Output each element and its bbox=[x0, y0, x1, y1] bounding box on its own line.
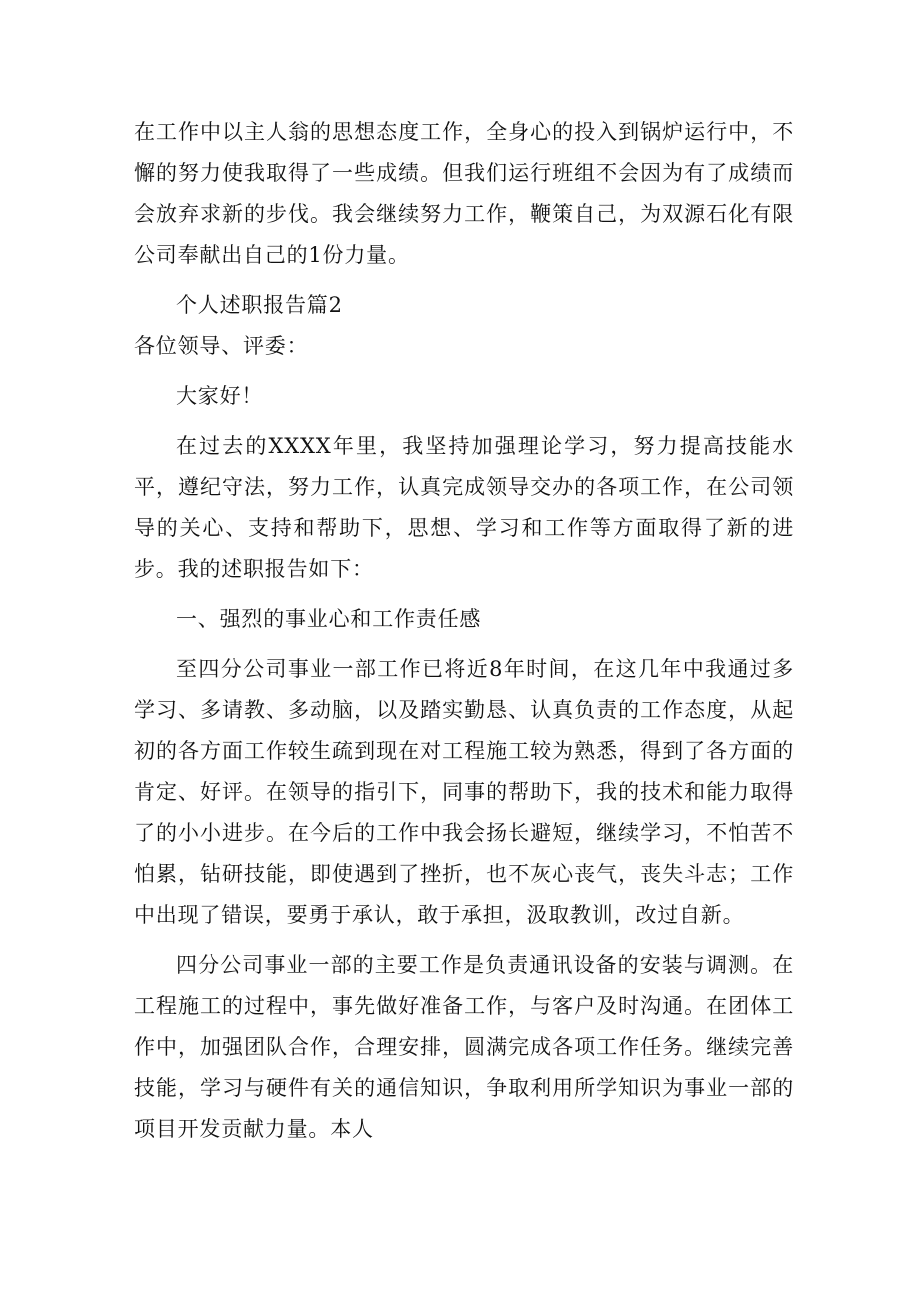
paragraph-1: 在工作中以主人翁的思想态度工作，全身心的投入到锅炉运行中，不懈的努力使我取得了一些成绩。但我们运行班组不会因为有了成绩而会放弃求新的步伐。我会继续努力工作，鞭策自己，为双源石化有限公司奉献出自己的1份力量。 bbox=[134, 120, 794, 267]
salutation: 各位领导、评委： bbox=[134, 334, 309, 358]
paragraph-intro: 在过去的XXXX年里，我坚持加强理论学习，努力提高技能水平，遵纪守法，努力工作，认真完成领导交办的各项工作，在公司领导的关心、支持和帮助下，思想、学习和工作等方面取得了新的进步。我的述职报告如下： bbox=[134, 434, 794, 581]
paragraph-3: 四分公司事业一部的主要工作是负责通讯设备的安装与调测。在工程施工的过程中，事先做好准备工作，与客户及时沟通。在团体工作中，加强团队合作，合理安排，圆满完成各项工作任务。继续完善技能，学习与硬件有关的通信知识，争取利用所学知识为事业一部的项目开发贡献力量。本人 bbox=[134, 953, 794, 1141]
document-body bbox=[134, 112, 794, 1150]
greeting: 大家好！ bbox=[176, 384, 264, 408]
section-title: 个人述职报告篇2 bbox=[176, 293, 343, 317]
paragraph-2: 至四分公司事业一部工作已将近8年时间，在这几年中我通过多学习、多请教、多动脑，以及踏实勤恳、认真负责的工作态度，从起初的各方面工作较生疏到现在对工程施工较为熟悉，得到了各方面的肯定、好评。在领导的指引下，同事的帮助下，我的技术和能力取得了的小小进步。在今后的工作中我会扬长避短，继续学习，不怕苦不怕累，钻研技能，即使遇到了挫折，也不灰心丧气，丧失斗志；工作中出现了错误，要勇于承认，敢于承担，汲取教训，改过自新。 bbox=[134, 657, 794, 927]
heading-1: 一、强烈的事业心和工作责任感 bbox=[176, 607, 482, 631]
